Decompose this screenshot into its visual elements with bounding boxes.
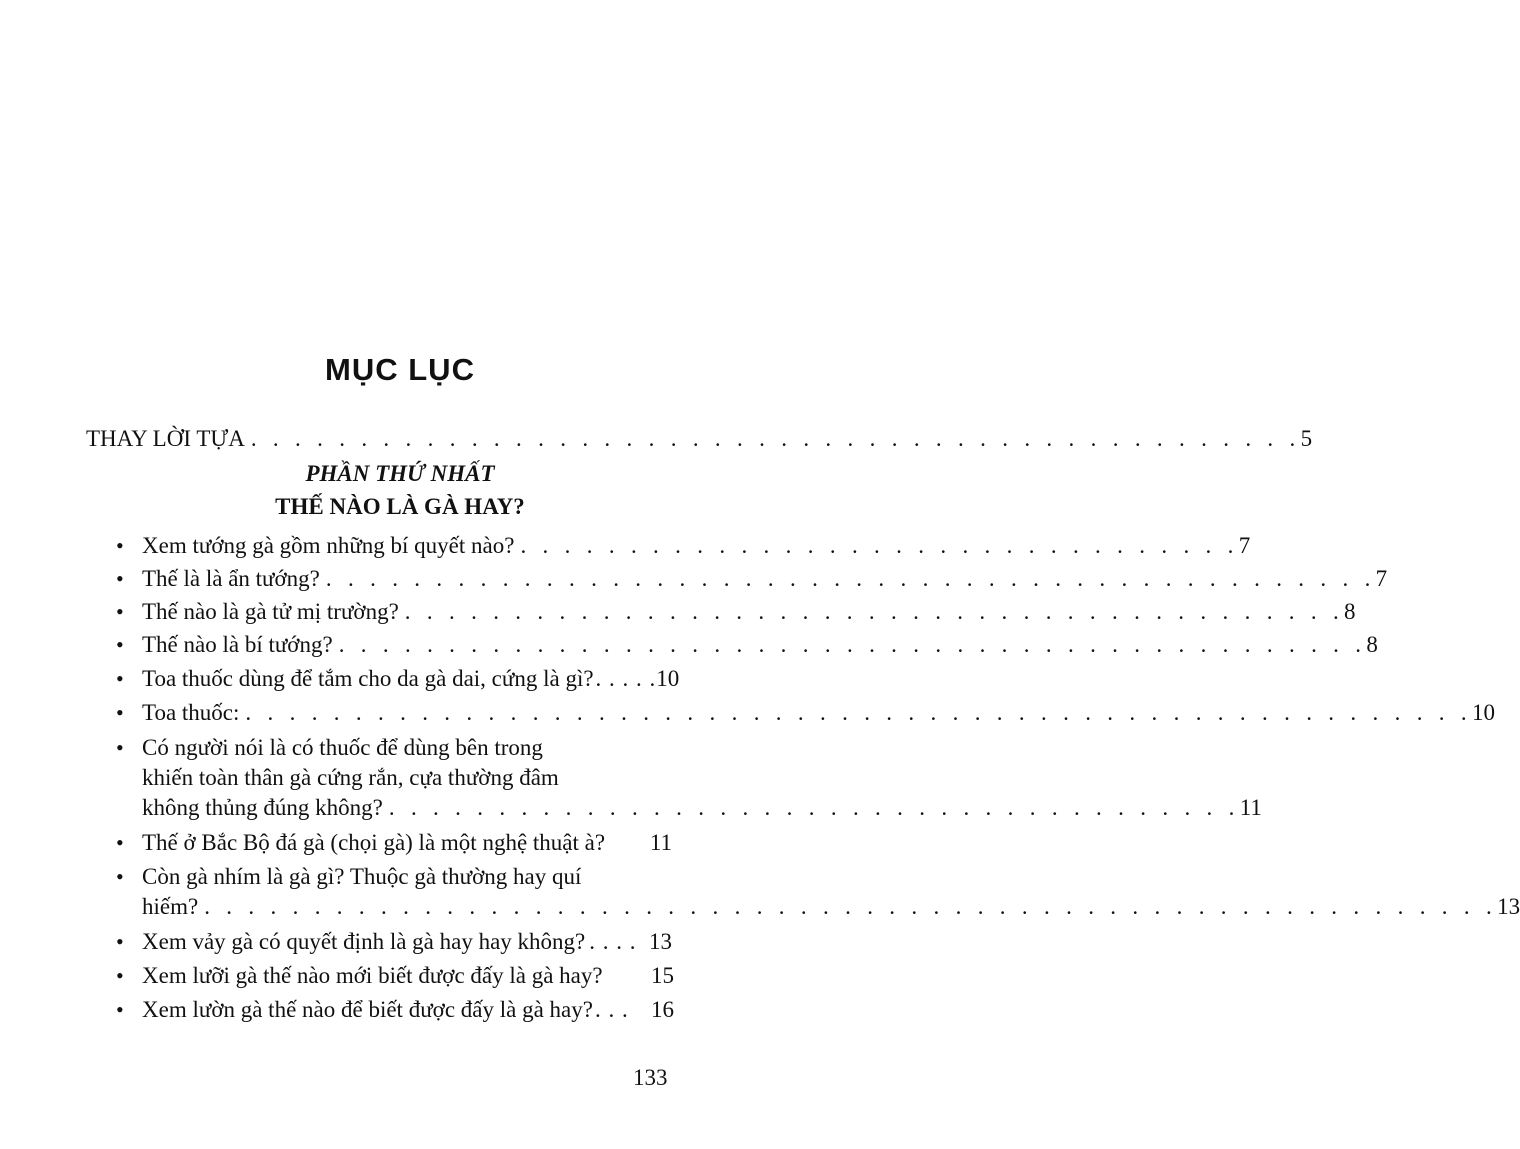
toc-entry <box>142 630 1378 660</box>
dot-leader: . . . . . . . . . . . . . . . . . . . . . . . . . . . . . . . . . <box>520 533 1239 558</box>
toc-entry-label: Xem lưỡi gà thế nào mới biết được đấy là gà hay? <box>142 963 603 988</box>
bullet-icon: • <box>116 566 124 591</box>
toc-entry-label: Xem lườn gà thế nào để biết được đấy là gà hay? <box>142 997 593 1022</box>
toc-entry-page: 15 <box>651 963 674 988</box>
dot-leader: . . . . . . . . . . . . . . . . . . . . . . . . . . . . . . . . . . . . . . . . . . . . . . . <box>338 632 1367 657</box>
toc-entry-label: Toa thuốc: <box>142 700 240 725</box>
toc-entry-page: 10 <box>1471 700 1495 725</box>
bullet-icon: • <box>116 700 124 725</box>
toc-entry-line: Còn gà nhím là gà gì? Thuộc gà thường hay quí <box>142 864 582 889</box>
bullet-icon: • <box>116 632 124 657</box>
toc-entry-page: 8 <box>1344 599 1356 624</box>
toc-entry-label: không thủng đúng không? <box>142 795 383 820</box>
toc-entry-preface <box>86 424 1313 454</box>
toc-entry <box>142 564 1388 594</box>
toc-entry-page: 7 <box>1375 566 1388 591</box>
bullet-icon: • <box>116 864 124 889</box>
toc-entry <box>142 664 680 694</box>
dot-leader: . . . . . . . . . . . . . . . . . . . . . . . . . . . . . . . . . . . . . . . <box>388 795 1240 820</box>
toc-entry-label: Thế nào là bí tướng? <box>142 632 333 657</box>
toc-entry-page: 11 <box>649 830 672 855</box>
toc-entry-label: Toa thuốc dùng để tắm cho da gà dai, cứng là gì? <box>142 666 594 691</box>
toc-entry-page: 16 <box>651 997 674 1022</box>
toc-entry-page: 11 <box>1239 795 1262 820</box>
toc-entry-label: Thế ở Bắc Bộ đá gà (chọi gà) là một nghệ thuật à? <box>142 830 606 855</box>
toc-entry-label: THAY LỜI TỰA <box>86 426 245 451</box>
toc-entry <box>142 698 1495 728</box>
toc-entry <box>142 927 672 957</box>
toc-entry-page: 8 <box>1366 632 1378 657</box>
page-title: MỤC LỤC <box>325 352 475 387</box>
toc-entry <box>142 995 674 1025</box>
toc-entry-page: 13 <box>649 929 672 954</box>
bullet-icon: • <box>116 735 124 760</box>
toc-entry-page: 13 <box>1497 894 1520 919</box>
toc-entry <box>142 793 1262 823</box>
section-heading: THẾ NÀO LÀ GÀ HAY? <box>275 494 525 519</box>
toc-entry <box>142 961 674 991</box>
bullet-icon: • <box>116 963 124 988</box>
bullet-icon: • <box>116 666 124 691</box>
toc-entry-page: 5 <box>1300 426 1313 451</box>
toc-entry <box>142 828 672 858</box>
toc-entry <box>142 892 1520 922</box>
dot-leader: . . . . . . . . . . . . . . . . . . . . . . . . . . . . . . . . . . . . . . . . . . . <box>404 599 1345 624</box>
dot-leader: . . . . . <box>595 666 657 691</box>
dot-leader: . . . . . . . . . . . . . . . . . . . . . . . . . . . . . . . . . . . . . . . . . . . . . . . . <box>325 566 1376 591</box>
toc-entry-label: Xem vảy gà có quyết định là gà hay hay không? <box>142 929 586 954</box>
toc-entry-label: Xem tướng gà gồm những bí quyết nào? <box>142 533 515 558</box>
toc-entry-line: Có người nói là có thuốc để dùng bên trong <box>142 735 543 760</box>
toc-entry-label: Thế nào là gà tử mị trường? <box>142 599 399 624</box>
dot-leader: . . . <box>594 997 629 1022</box>
toc-entry <box>142 531 1251 561</box>
part-heading: PHẦN THỨ NHẤT <box>305 461 495 486</box>
bullet-icon: • <box>116 830 124 855</box>
toc-entry-line: khiến toàn thân gà cứng rắn, cựa thường đâm <box>142 765 559 790</box>
toc-entry <box>142 597 1356 627</box>
dot-leader: . . . . <box>589 929 637 954</box>
dot-leader: . . . . . . . . . . . . . . . . . . . . . . . . . . . . . . . . . . . . . . . . . . . . . . . . <box>250 426 1301 451</box>
dot-leader: . . . . . . . . . . . . . . . . . . . . . . . . . . . . . . . . . . . . . . . . . . . . . . . . . . . . . . . . . . . <box>204 894 1498 919</box>
bullet-icon: • <box>116 599 124 624</box>
bullet-icon: • <box>116 997 124 1022</box>
bullet-icon: • <box>116 533 124 558</box>
toc-entry-label: Thế là là ẩn tướng? <box>142 566 320 591</box>
toc-entry-page: 10 <box>656 666 680 691</box>
bullet-icon: • <box>116 929 124 954</box>
dot-leader: . . . . . . . . . . . . . . . . . . . . . . . . . . . . . . . . . . . . . . . . . . . . . . . . . . . . . . . . <box>245 700 1472 725</box>
page-number: 133 <box>633 1065 668 1090</box>
toc-entry-page: 7 <box>1238 533 1251 558</box>
toc-entry-label: hiếm? <box>142 894 199 919</box>
